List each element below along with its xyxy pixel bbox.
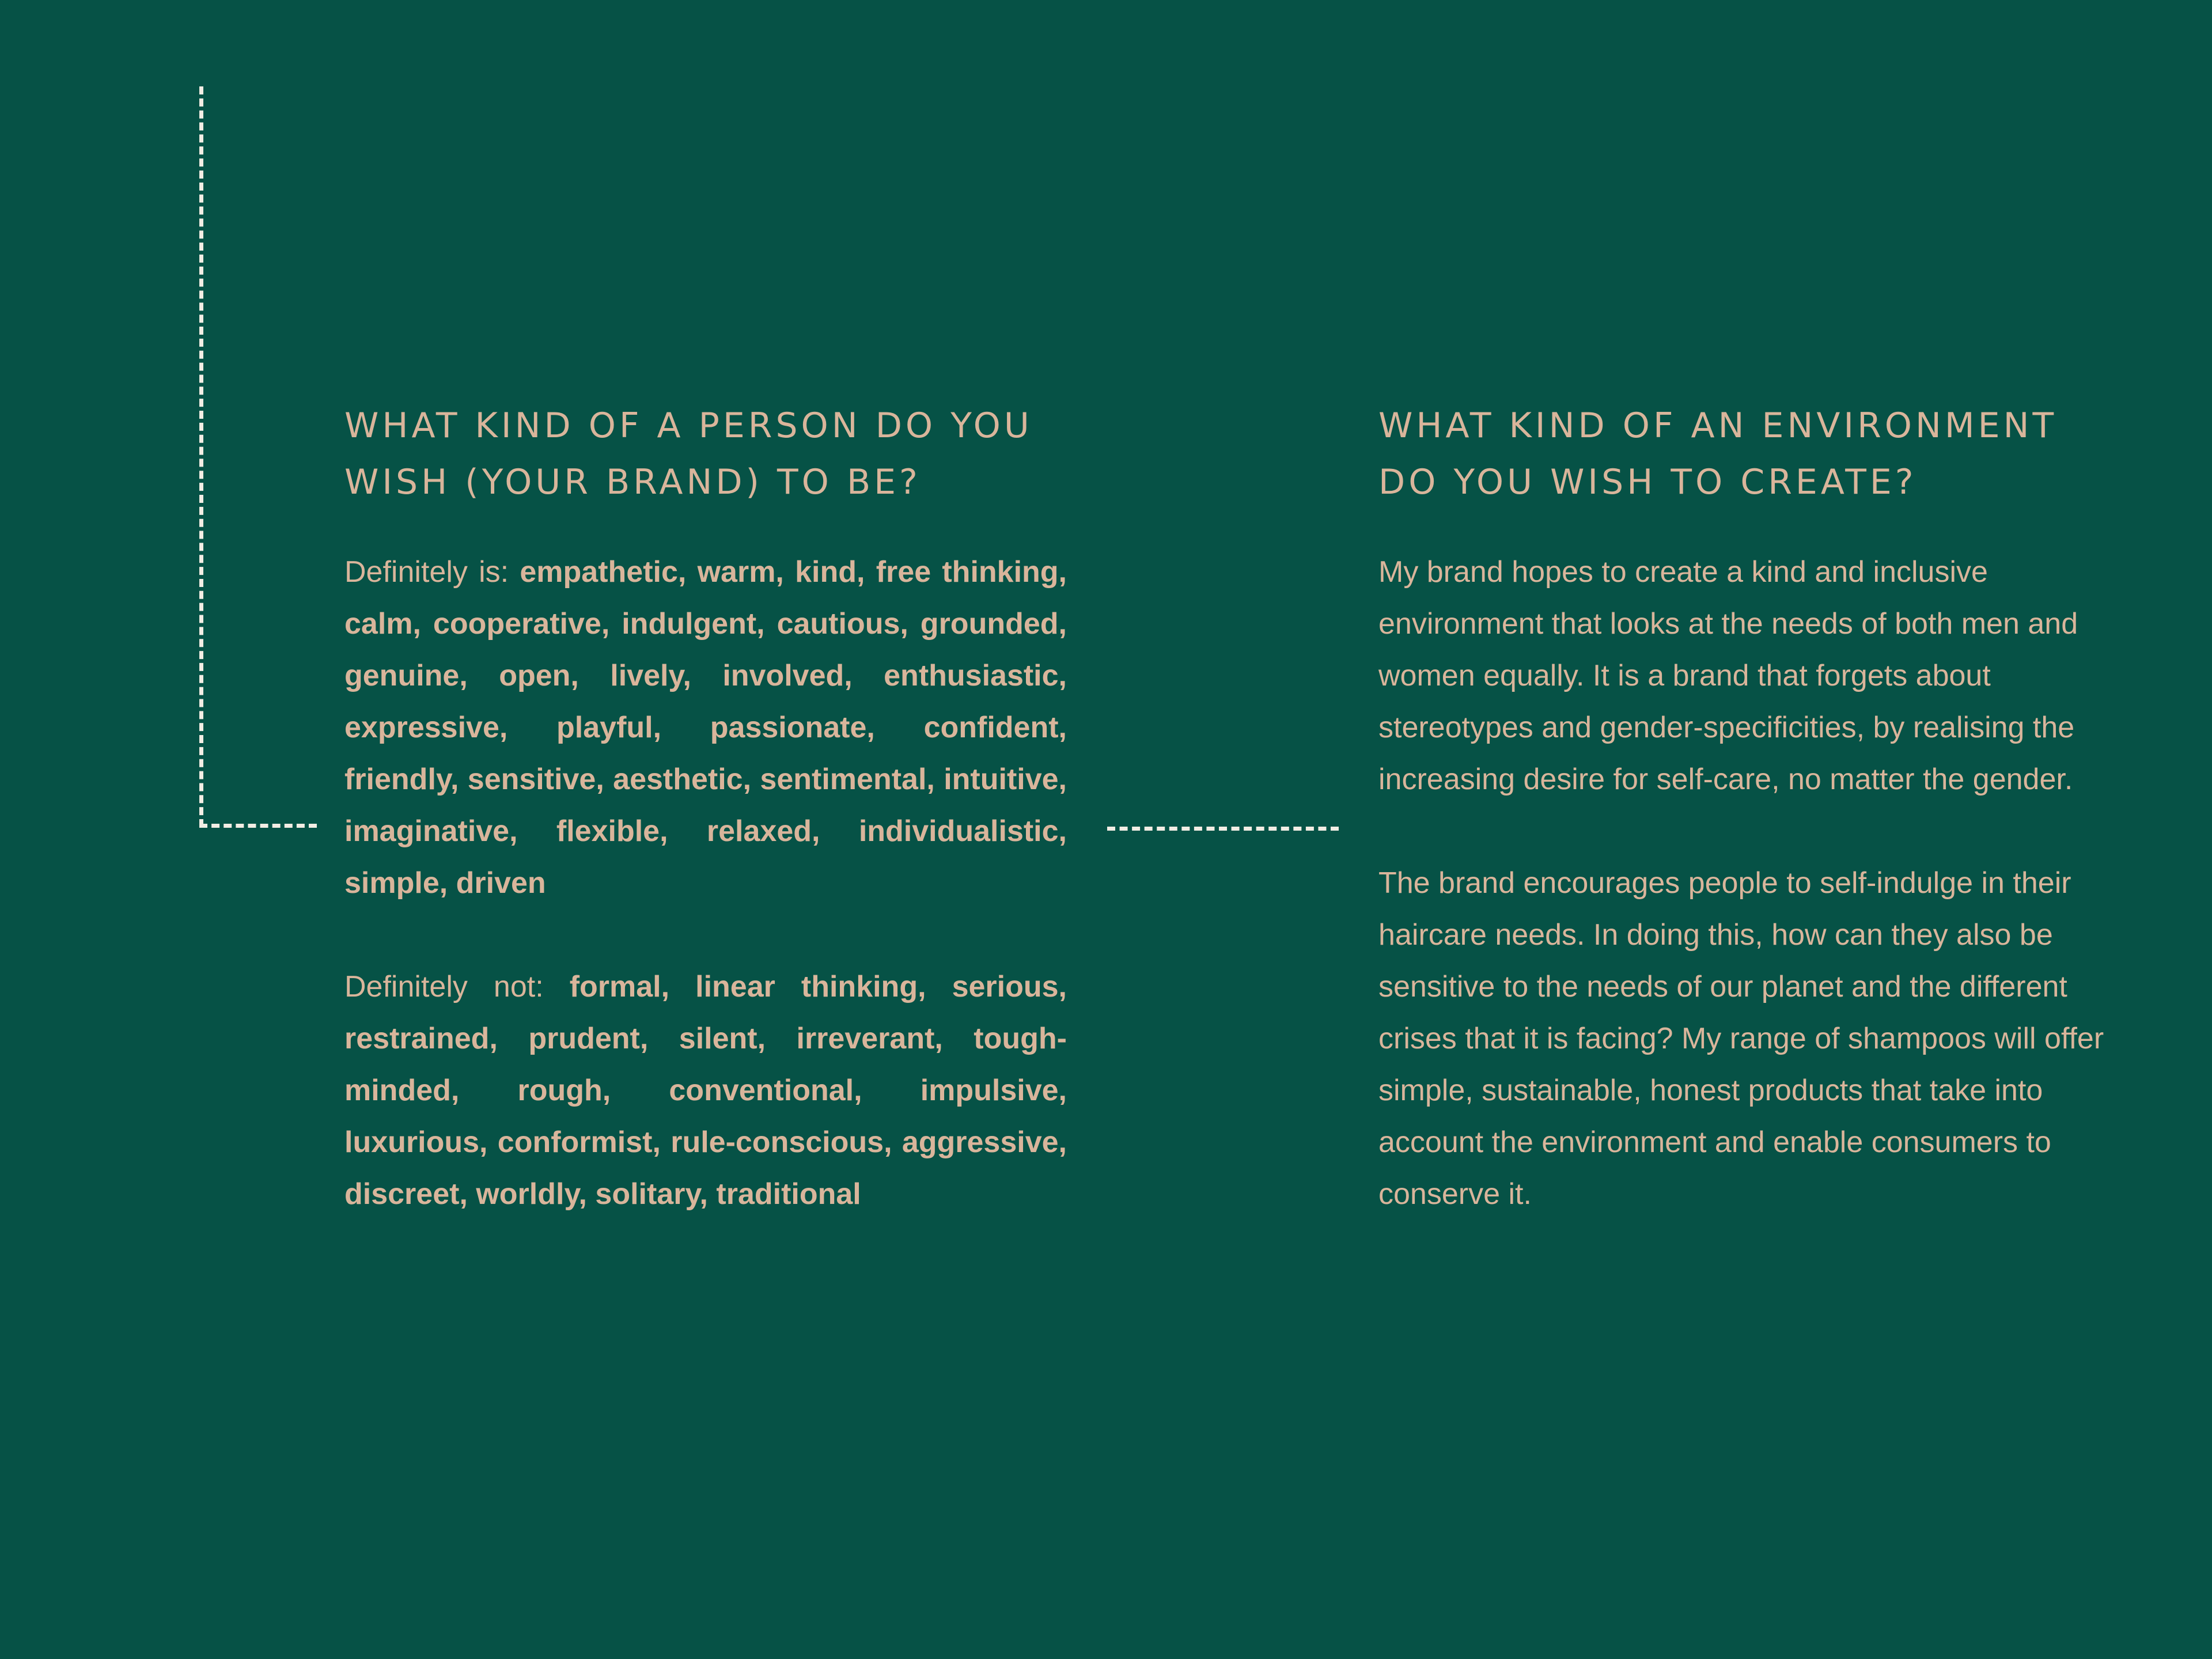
brand-personality-column (344, 397, 1067, 1220)
heading-line-2: DO YOU WISH TO CREATE? (1378, 462, 1917, 502)
definitely-is-terms: empathetic, warm, kind, free thinking, calm, cooperative, indulgent, cautious, grounded, genuine, open, lively, involved, enthusiastic, expressive, playful, passionate, confident, friendly, sensitive, aesthetic, sentimental, intuitive, imaginative, flexible, relaxed, individualistic, simple, driven (344, 555, 1067, 900)
environment-column (1378, 397, 2127, 1220)
dashed-horizontal-line-middle (1107, 827, 1339, 831)
environment-heading (1378, 397, 2127, 510)
definitely-is-label: Definitely is: (344, 555, 520, 589)
dashed-vertical-line (199, 86, 203, 827)
dashed-horizontal-line-left (199, 824, 317, 828)
definitely-not-paragraph (344, 961, 1067, 1220)
heading-line-1: WHAT KIND OF A PERSON DO YOU (344, 406, 1033, 446)
heading-line-1: WHAT KIND OF AN ENVIRONMENT (1378, 406, 2058, 446)
definitely-not-terms: formal, linear thinking, serious, restrained, prudent, silent, irreverant, tough-minded, rough, conventional, impulsive, luxurious, conformist, rule-conscious, aggressive, discreet, worldly, solitary, traditional (344, 970, 1067, 1211)
environment-paragraph-2: The brand encourages people to self-indulge in their haircare needs. In doing this, how can they also be sensitive to the needs of our planet and the different crises that it is facing? My range of shampoos will offer simple, sustainable, honest products that take into account the environment and enable consumers to conserve it. (1378, 866, 2104, 1211)
environment-paragraph-1: My brand hopes to create a kind and inclusive environment that looks at the needs of both men and women equally. It is a brand that forgets about stereotypes and gender-specificities, by realising the increasing desire for self-care, no matter the gender. (1378, 555, 2078, 796)
definitely-is-paragraph (344, 546, 1067, 909)
definitely-not-label: Definitely not: (344, 970, 570, 1003)
heading-line-2: WISH (YOUR BRAND) TO BE? (344, 462, 921, 502)
brand-personality-heading (344, 397, 1067, 510)
